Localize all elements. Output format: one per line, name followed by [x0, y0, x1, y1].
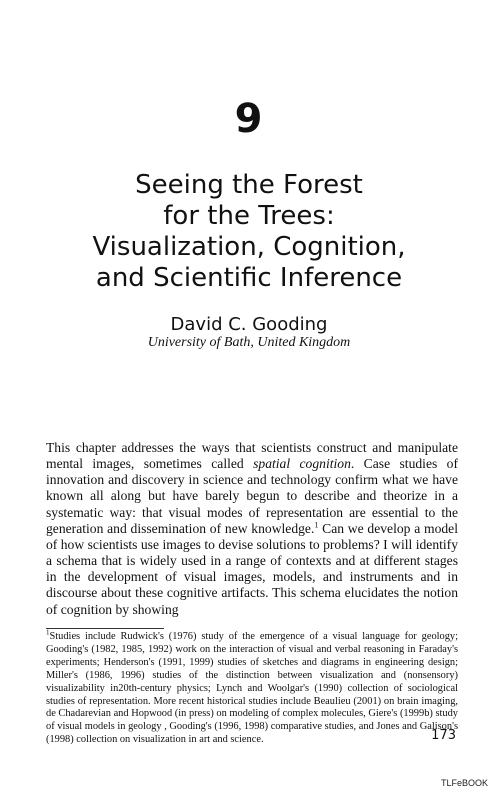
- footnote-text: Studies include Rudwick's (1976) study of the emergence of a visual language for geology; Gooding's (1982, 1985, 1992) work on the interaction of visual and verbal reasoning in Faraday's experiments; Henderson's (1991, 1999) studies of sketches and diagrams in engineering design; Miller's (1986, 1996) studies of the distinction between visualization and (nonsensory) visualizability in20th-century physics; Lynch and Woolgar's (1990) collection of sociological studies of representation. More recent historical studies include Beaulieu (2001) on brain imaging, de Chadarevian and Hopwood (in press) on modeling of complex molecules, Giere's (1999b) study of visual models in geology , Gooding's (1996, 1998) comparative studies, and Jones and Galison's (1998) collection on visualization in art and science.: [46, 631, 458, 746]
- chapter-title: [40, 170, 458, 294]
- chapter-title-line: for the Trees:: [163, 201, 335, 231]
- body-text-end: Can we develop a model of how scientists use images to devise solutions to problems? I will identify a schema that is widely used in a range of contexts and at different stages in the development of visual images, models, and instruments and in discourse about these cognitive artifacts. This schema elucidates the notion of cognition by showing: [46, 520, 458, 617]
- author-affiliation: University of Bath, United Kingdom: [147, 335, 351, 350]
- page-number: 173: [431, 728, 456, 743]
- watermark: TLFeBOOK: [440, 778, 488, 788]
- footnote-mark: 1: [46, 628, 50, 637]
- chapter-title-line: and Scientific Inference: [95, 263, 403, 293]
- emphasized-term: spatial cognition: [253, 456, 351, 472]
- body-text-start: This chapter addresses the ways that scientists construct and manipulate mental images, sometimes called: [46, 440, 458, 472]
- footnote: [46, 628, 458, 747]
- chapter-title-line: Visualization, Cognition,: [92, 232, 406, 262]
- footnote-reference[interactable]: 1: [314, 520, 319, 530]
- chapter-number: 9: [234, 96, 264, 142]
- author-name: David C. Gooding: [170, 314, 328, 335]
- chapter-title-line: Seeing the Forest: [135, 170, 363, 200]
- footnote-divider: [46, 628, 164, 629]
- body-paragraph: [46, 440, 458, 618]
- body-text-middle: . Case studies of innovation and discovery in science and technology confirm what we have known all along but have barely begun to describe and theorize in a systematic way: that visual modes of representation are essential to the generation and dissemination of new knowledge.: [46, 456, 458, 536]
